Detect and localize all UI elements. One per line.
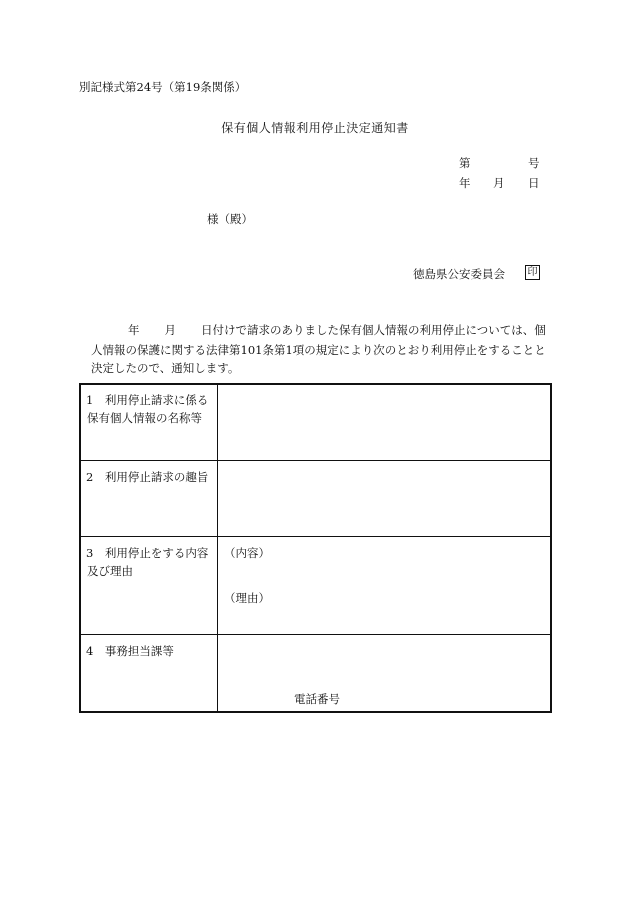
document-title: 保有個人情報利用停止決定通知書 xyxy=(221,121,409,135)
row-1-label-line-2: 保有個人情報の名称等 xyxy=(87,411,202,425)
row-3-reason-label: （理由） xyxy=(224,591,270,605)
column-divider xyxy=(217,385,218,711)
row-3-label-line-2: 及び理由 xyxy=(87,564,133,578)
row-divider xyxy=(81,460,550,461)
row-1-label xyxy=(86,391,208,427)
date-year: 年 xyxy=(459,176,471,190)
phone-label: 電話番号 xyxy=(294,692,340,706)
row-4-label xyxy=(86,642,174,660)
seal-stamp: 印 xyxy=(525,265,540,280)
body-line-2: 人情報の保護に関する法律第101条第1項の規定により次のとおり利用停止をすることと xyxy=(91,343,546,357)
form-table xyxy=(79,383,552,713)
form-id: 別記様式第24号（第19条関係） xyxy=(79,80,247,94)
number-prefix: 第 xyxy=(459,156,471,170)
row-3-label xyxy=(86,544,208,580)
number-suffix: 号 xyxy=(528,156,540,170)
date-day: 日 xyxy=(528,176,540,190)
row-2-label xyxy=(86,468,208,486)
recipient: 様（殿） xyxy=(207,212,253,226)
body-line-3: 決定したので、通知します。 xyxy=(91,361,240,375)
body-year: 年 xyxy=(128,323,140,337)
row-3-content-label: （内容） xyxy=(224,546,270,560)
row-2-content[interactable] xyxy=(224,469,544,529)
row-2-label-line-1: 2 利用停止請求の趣旨 xyxy=(86,470,209,484)
row-divider xyxy=(81,634,550,635)
body-line-1-text: 日付けで請求のありました保有個人情報の利用停止については、個 xyxy=(201,323,546,337)
row-1-content[interactable] xyxy=(224,393,544,453)
row-1-label-line-1: 1 利用停止請求に係る xyxy=(86,393,209,407)
issuer: 徳島県公安委員会 xyxy=(413,267,505,281)
date-month: 月 xyxy=(493,176,505,190)
row-divider xyxy=(81,536,550,537)
row-4-label-line-1: 4 事務担当課等 xyxy=(86,644,174,658)
body-month: 月 xyxy=(164,323,176,337)
row-3-label-line-1: 3 利用停止をする内容 xyxy=(86,546,209,560)
body-line-1 xyxy=(91,322,546,338)
